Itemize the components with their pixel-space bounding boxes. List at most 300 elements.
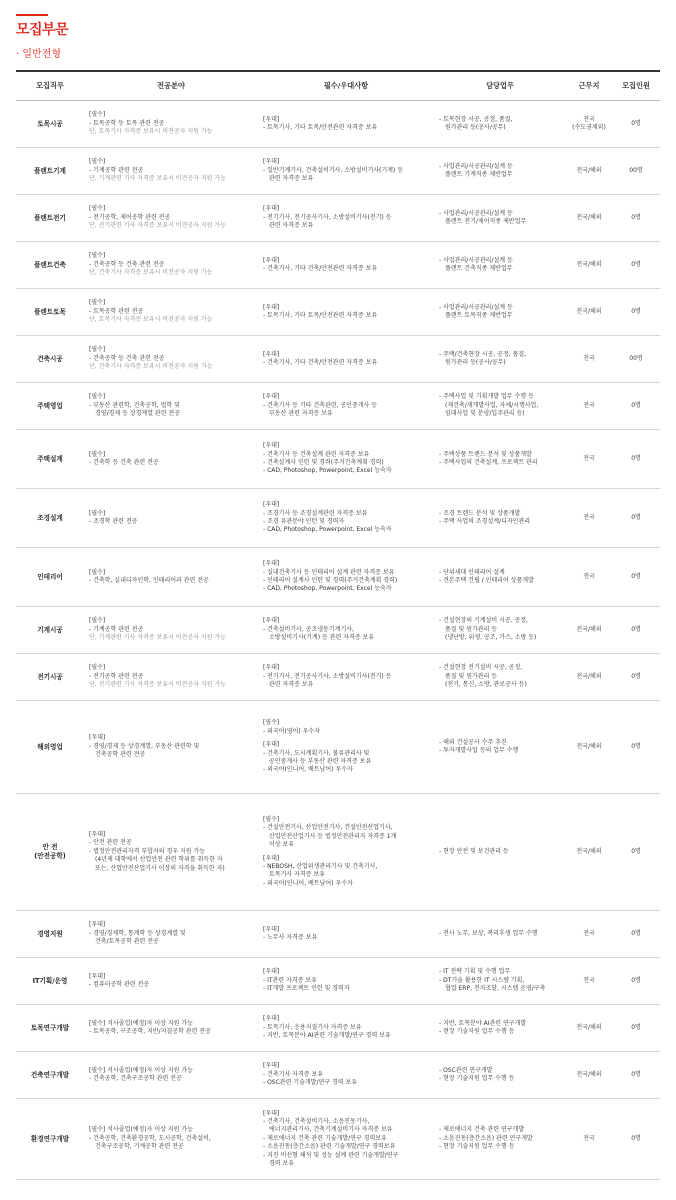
- cell-note: 단, 건축기사 자격증 보유시 비전공자 지원 가능: [89, 363, 213, 371]
- cell-line: 전국/해외: [576, 166, 602, 174]
- cell-line: 전국: [583, 929, 595, 937]
- title-accent-bar: [16, 14, 48, 16]
- duty-cell: [434, 654, 566, 701]
- column-header: 담당업무: [434, 71, 566, 101]
- job-title-cell: [16, 1005, 84, 1052]
- requirement-cell: [258, 101, 434, 148]
- headcount-cell: [612, 607, 660, 654]
- duty-cell: [434, 195, 566, 242]
- cell-line: 토목시공: [37, 119, 63, 128]
- location-cell: [566, 701, 612, 794]
- cell-line: 플랜트 전기/제어직종 제반업무: [445, 218, 527, 225]
- cell-line: (냉난방, 위생, 공조, 가스, 소방 등): [445, 634, 537, 642]
- requirement-cell: [258, 654, 434, 701]
- cell-line: 전국/해외: [576, 260, 602, 268]
- cell-line: 전기시공: [37, 672, 63, 681]
- requirement-cell: [258, 430, 434, 489]
- cell-line: 0명: [631, 929, 641, 937]
- cell-line: - 건축기사 등 기타 건축관련, 공인중개사 등: [263, 401, 378, 409]
- table-row: [16, 1005, 660, 1052]
- cell-line: - 건축공학 등 건축 관련 전공: [89, 260, 165, 268]
- cell-line: - 안전 관련 전공: [89, 839, 132, 847]
- location-cell: [566, 489, 612, 548]
- job-title-cell: [16, 701, 84, 794]
- cell-line: 0명: [631, 625, 641, 633]
- cell-line: [필수] 석사졸업(예정)자 이상 지원 가능: [89, 1066, 193, 1074]
- cell-note: 단, 기계관련 기사 자격증 보유시 비전공자 지원 가능: [89, 175, 226, 183]
- cell-line: 전국: [583, 513, 595, 521]
- cell-line: - 투자개발사업 등의 업무 수행: [439, 747, 519, 754]
- table-header-row: [16, 71, 660, 101]
- headcount-cell: [612, 1099, 660, 1180]
- requirement-cell: [258, 242, 434, 289]
- cell-line: 환경연구개발: [30, 1134, 70, 1143]
- section-subtitle: · 일반전형: [16, 49, 61, 60]
- cell-line: 품질 및 원가관리 등: [445, 672, 498, 680]
- duty-cell: [434, 794, 566, 911]
- cell-line: 토목연구개발: [30, 1023, 70, 1032]
- cell-line: [필수]: [89, 111, 106, 119]
- cell-line: 플랜트토목: [34, 307, 66, 316]
- cell-line: - 전기기사, 전기공사기사, 소방설비기사(전기) 등: [263, 672, 392, 680]
- location-cell: [566, 607, 612, 654]
- cell-line: 전국/해외: [576, 1070, 602, 1078]
- major-cell: [84, 1099, 258, 1180]
- cell-line: 00명: [629, 166, 643, 174]
- cell-line: (안전공학): [34, 852, 66, 860]
- location-cell: [566, 654, 612, 701]
- cell-line: - CAD, Photoshop, Powerpoint, Excel 능숙자: [263, 467, 392, 475]
- headcount-cell: [612, 430, 660, 489]
- cell-line: - 건축공학, 건축환경공학, 도시공학, 건축설비,: [89, 1134, 211, 1142]
- cell-line: - 건축기사, 기타 건축/안전관련 자격증 보유: [263, 359, 378, 366]
- cell-line: - 건축설비기사, 공조냉동기계기사,: [263, 625, 354, 633]
- major-cell: [84, 489, 258, 548]
- cell-line: 전국: [583, 572, 595, 580]
- major-cell: [84, 430, 258, 489]
- duty-cell: [434, 242, 566, 289]
- cell-line: 경영지원: [37, 929, 63, 938]
- location-cell: [566, 430, 612, 489]
- job-title-cell: [16, 607, 84, 654]
- cell-note: 단, 건축기사 자격증 보유시 비전공자 지원 가능: [89, 269, 213, 277]
- cell-line: [우대]: [263, 393, 280, 401]
- cell-line: 플랜트 건축직종 제반업무: [445, 265, 513, 272]
- column-header: 모집인원: [612, 71, 660, 101]
- location-cell: [566, 958, 612, 1005]
- requirement-cell: [258, 701, 434, 794]
- cell-line: 플랜트 토목직종 제반업무: [445, 312, 513, 319]
- cell-line: [우대]: [263, 350, 280, 358]
- table-row: [16, 607, 660, 654]
- table-row: [16, 489, 660, 548]
- cell-line: 전국/해외: [576, 307, 602, 315]
- cell-line: 전국: [583, 354, 595, 362]
- job-title-cell: [16, 242, 84, 289]
- cell-line: 전국/해외: [576, 1023, 602, 1031]
- cell-line: - 지진 비선형 해석 및 성능 설계 관련 기술개발/연구: [263, 1151, 399, 1159]
- headcount-cell: [612, 383, 660, 430]
- cell-line: 0명: [631, 976, 641, 984]
- cell-line: - 소음진동(층간소음) 관련 연구개발: [439, 1134, 533, 1142]
- cell-line: 0명: [631, 1134, 641, 1142]
- table-row: [16, 383, 660, 430]
- major-cell: [84, 911, 258, 958]
- cell-line: [우대]: [263, 158, 280, 166]
- cell-line: 플랜트 기계직종 제반업무: [445, 171, 513, 178]
- headcount-cell: [612, 336, 660, 383]
- major-cell: [84, 958, 258, 1005]
- cell-line: - 주택 사업의 조경설계/디자인관리: [439, 518, 531, 525]
- cell-line: (전기, 통신, 소방, 관로공사 등): [445, 681, 527, 689]
- cell-line: 0명: [631, 213, 641, 221]
- requirement-cell: [258, 195, 434, 242]
- cell-line: - 조경기사 등 조경설계관련 자격증 보유: [263, 509, 368, 517]
- cell-line: 전국: [583, 401, 595, 409]
- cell-line: - 컴퓨터공학 관련 전공: [89, 981, 150, 988]
- cell-line: - 경영/경제 등 상경계열, 부동산 관련학 및: [89, 742, 200, 750]
- headcount-cell: [612, 489, 660, 548]
- cell-line: - 건축기사, 건축설비기사, 소음진동기사,: [263, 1117, 370, 1125]
- cell-line: 해외영업: [37, 742, 63, 751]
- table-row: [16, 336, 660, 383]
- job-title-cell: [16, 195, 84, 242]
- cell-line: - 현장 기술지원 업무 수행 등: [439, 1143, 515, 1151]
- table-row: [16, 430, 660, 489]
- cell-line: - 전기공학 관련 전공: [89, 672, 144, 680]
- major-cell: [84, 148, 258, 195]
- cell-line: - DT기술 활용한 IT 시스템 기획,: [439, 976, 525, 984]
- job-title-cell: [16, 148, 84, 195]
- major-cell: [84, 195, 258, 242]
- cell-line: [우대]: [263, 664, 280, 672]
- headcount-cell: [612, 548, 660, 607]
- table-row: [16, 1052, 660, 1099]
- cell-line: [필수]: [89, 617, 106, 625]
- cell-line: - 부동산 관련학, 건축공학, 법학 및: [89, 401, 180, 409]
- headcount-cell: [612, 1005, 660, 1052]
- cell-line: - 토목현장 시공, 공정, 품질,: [439, 115, 513, 123]
- cell-line: (4년제 대학에서 산업안전 관련 학위를 취득한 자: [95, 856, 223, 864]
- cell-line: [우대]: [263, 925, 280, 933]
- cell-line: 건축구조공학, 기계공학 관련 전공: [95, 1143, 184, 1151]
- job-title-cell: [16, 911, 84, 958]
- cell-line: 에너지관리기사, 건축기계설비기사 자격증 보유: [269, 1126, 393, 1134]
- cell-line: 0명: [631, 847, 641, 855]
- cell-line: - 주택/건축현장 시공, 공정, 품질,: [439, 350, 527, 358]
- cell-line: - CAD, Photoshop, Powerpoint, Excel 능숙자: [263, 526, 392, 534]
- cell-line: [우대]: [263, 560, 280, 568]
- cell-line: - 주택사업의 건축설계, 프로젝트 관리: [439, 459, 538, 466]
- cell-line: 0명: [631, 1023, 641, 1031]
- duty-cell: [434, 958, 566, 1005]
- cell-line: 전국: [583, 115, 595, 123]
- job-title-cell: [16, 101, 84, 148]
- cell-line: [필수]: [89, 252, 106, 260]
- cell-line: 토목기사 자격증 보유: [269, 871, 325, 879]
- cell-line: 0명: [631, 307, 641, 315]
- cell-line: - 전기공학, 제어공학 관련 전공: [89, 213, 171, 221]
- cell-line: - 건축설계사 인턴 및 경력(주거건축계획 경력): [263, 459, 384, 466]
- cell-line: 관련 자격증 보유: [269, 175, 314, 183]
- cell-line: - 기계공학 관련 전공: [89, 166, 144, 174]
- cell-line: - 토목기사, 응용지질기사 자격증 보유: [263, 1023, 362, 1031]
- cell-line: 0명: [631, 1070, 641, 1078]
- cell-note: 단, 전기관련 기사 자격증 보유시 비전공자 지원 가능: [89, 681, 226, 689]
- cell-line: [우대]: [263, 854, 280, 862]
- column-header: 필수/우대사항: [258, 71, 434, 101]
- cell-line: - 단위세대 인테리어 설계: [439, 568, 505, 576]
- cell-line: - 현장 안전 및 보건관리 등: [439, 847, 509, 855]
- cell-line: - 건축기사, 도시계획기사, 물류관리사 및: [263, 749, 370, 757]
- cell-line: - IT관련 자격증 보유: [263, 976, 317, 984]
- section-title: 모집부문: [16, 22, 69, 38]
- cell-line: 전국/해외: [576, 213, 602, 221]
- cell-line: - 건축기사 등 건축설계 관련 자격증 보유: [263, 450, 370, 458]
- cell-line: - IT 전략 기획 및 수행 업무: [439, 968, 511, 976]
- headcount-cell: [612, 289, 660, 336]
- cell-line: - 사업관리/시공관리/설계 등: [439, 303, 513, 311]
- location-cell: [566, 148, 612, 195]
- cell-line: 플랜트기계: [34, 166, 66, 175]
- requirement-cell: [258, 958, 434, 1005]
- location-cell: [566, 794, 612, 911]
- requirement-cell: [258, 383, 434, 430]
- major-cell: [84, 383, 258, 430]
- cell-line: - 건설현장 전기설비 시공, 공정,: [439, 664, 523, 672]
- cell-line: [필수]: [89, 346, 106, 354]
- duty-cell: [434, 101, 566, 148]
- requirement-cell: [258, 1052, 434, 1099]
- cell-line: 협업 ERP, 전자조달, 시스템 운영/구축: [445, 985, 546, 993]
- cell-line: - 사업관리/시공관리/설계 등: [439, 256, 513, 264]
- cell-line: 관련 자격증 보유: [269, 222, 314, 230]
- cell-line: - 외국어(영어) 우수자: [263, 727, 321, 735]
- cell-line: - 건축공학, 건축구조공학 관련 전공: [89, 1075, 182, 1082]
- cell-line: - 현장 기술지원 업무 수행 등: [439, 1028, 515, 1035]
- duty-cell: [434, 1005, 566, 1052]
- requirement-cell: [258, 1099, 434, 1180]
- table-row: [16, 701, 660, 794]
- cell-line: [우대]: [89, 830, 106, 838]
- requirement-cell: [258, 794, 434, 911]
- cell-line: [우대]: [263, 442, 280, 450]
- job-title-cell: [16, 289, 84, 336]
- duty-cell: [434, 489, 566, 548]
- headcount-cell: [612, 148, 660, 195]
- cell-line: [우대]: [263, 1015, 280, 1023]
- cell-line: - 주택상품 트렌드 분석 및 상품개발: [439, 450, 532, 458]
- cell-line: [필수]: [263, 815, 280, 823]
- table-row: [16, 289, 660, 336]
- cell-line: 또는, 산업안전산업기사 이상의 자격을 취득한 자): [95, 864, 225, 872]
- cell-line: - 토목공학 관련 전공: [89, 307, 144, 315]
- requirement-cell: [258, 289, 434, 336]
- major-cell: [84, 242, 258, 289]
- major-cell: [84, 607, 258, 654]
- cell-line: [필수]: [89, 158, 106, 166]
- cell-line: 이상 보유: [269, 841, 295, 849]
- location-cell: [566, 336, 612, 383]
- cell-line: 소방설비기사(기계) 등 관련 자격증 보유: [269, 634, 375, 642]
- column-header: 전공분야: [84, 71, 258, 101]
- cell-line: - 기계공학 관련 전공: [89, 625, 144, 633]
- location-cell: [566, 548, 612, 607]
- cell-line: 건축/토목공학 관련 전공: [95, 938, 159, 946]
- headcount-cell: [612, 701, 660, 794]
- cell-line: [우대]: [263, 256, 280, 264]
- job-title-cell: [16, 489, 84, 548]
- cell-line: [필수]: [89, 299, 106, 307]
- location-cell: [566, 101, 612, 148]
- cell-line: 원가관리 등(공사/공무): [445, 359, 506, 366]
- location-cell: [566, 383, 612, 430]
- cell-line: [필수]: [89, 450, 106, 458]
- cell-line: [우대]: [89, 972, 106, 980]
- requirement-cell: [258, 1005, 434, 1052]
- cell-line: [필수]: [89, 664, 106, 672]
- cell-line: - 사업관리/시공관리/설계 등: [439, 209, 513, 217]
- location-cell: [566, 242, 612, 289]
- cell-line: 0명: [631, 572, 641, 580]
- cell-line: 0명: [631, 401, 641, 409]
- cell-line: [필수] 석사졸업(예정)자 이상 지원 가능: [89, 1019, 193, 1027]
- cell-line: [우대]: [263, 1062, 280, 1070]
- major-cell: [84, 336, 258, 383]
- major-cell: [84, 1052, 258, 1099]
- table-row: [16, 1099, 660, 1180]
- cell-line: [우대]: [263, 968, 280, 976]
- cell-line: - 제로에너지 건축 관련 기술개발/연구 경력보유: [263, 1134, 387, 1142]
- cell-line: 임대사업 및 분양/입주관리 등): [445, 410, 525, 418]
- requirement-cell: [258, 607, 434, 654]
- cell-line: 건축공학 관련 전공: [95, 751, 146, 759]
- cell-line: - 실내건축기사 등 인테리어 설계 관련 자격증 보유: [263, 568, 395, 576]
- major-cell: [84, 289, 258, 336]
- cell-line: [필수]: [89, 568, 106, 576]
- cell-line: 관련 자격증 보유: [269, 681, 314, 689]
- cell-line: - OSC관련 연구개발: [439, 1066, 493, 1074]
- duty-cell: [434, 383, 566, 430]
- job-title-cell: [16, 1099, 84, 1180]
- headcount-cell: [612, 958, 660, 1005]
- cell-line: 공인중개사 등 부동산 관련 자격증 보유: [269, 757, 372, 765]
- duty-cell: [434, 289, 566, 336]
- table-row: [16, 958, 660, 1005]
- location-cell: [566, 1052, 612, 1099]
- cell-note: 단, 전기관련 기사 자격증 보유시 비전공자 지원 가능: [89, 222, 226, 230]
- cell-line: 전국/해외: [576, 625, 602, 633]
- cell-line: [우대]: [263, 303, 280, 311]
- duty-cell: [434, 430, 566, 489]
- cell-line: - 현장 기술지원 업무 수행 등: [439, 1075, 515, 1082]
- cell-line: 안 전: [42, 843, 58, 851]
- cell-line: - 사업관리/시공관리/설계 등: [439, 162, 513, 170]
- cell-line: - 전사 노무, 보상, 복리후생 업무 수행: [439, 929, 538, 937]
- cell-line: - 토목기사, 기타 토목/안전관련 자격증 보유: [263, 312, 378, 319]
- cell-line: - 조경 트렌드 분석 및 상품개발: [439, 509, 521, 517]
- cell-line: 건축연구개발: [30, 1070, 70, 1079]
- cell-line: - 조경학 관련 전공: [89, 518, 138, 525]
- job-title-cell: [16, 430, 84, 489]
- cell-line: [필수]: [263, 719, 280, 727]
- location-cell: [566, 1099, 612, 1180]
- cell-line: - 건축기사, 기타 건축/안전관련 자격증 보유: [263, 265, 378, 272]
- cell-note: 단, 기계관련 기사 자격증 보유시 비전공자 지원 가능: [89, 634, 226, 642]
- cell-line: - 건설현장의 기계설비 시공, 공정,: [439, 617, 528, 625]
- cell-line: 0명: [631, 513, 641, 521]
- cell-line: 건축시공: [37, 354, 63, 363]
- cell-line: 플랜트건축: [34, 260, 66, 269]
- location-cell: [566, 911, 612, 958]
- cell-line: - 건축학 등 건축 관련 전공: [89, 459, 159, 466]
- duty-cell: [434, 701, 566, 794]
- duty-cell: [434, 1052, 566, 1099]
- cell-line: - 경영/경제학, 통계학 등 상경계열 및: [89, 929, 186, 937]
- requirement-cell: [258, 548, 434, 607]
- requirement-cell: [258, 336, 434, 383]
- cell-line: 조경설계: [37, 513, 63, 522]
- headcount-cell: [612, 242, 660, 289]
- major-cell: [84, 701, 258, 794]
- headcount-cell: [612, 195, 660, 242]
- duty-cell: [434, 911, 566, 958]
- cell-line: (재건축/재개발사업, 자체/시행사업,: [445, 401, 539, 409]
- cell-line: 기계시공: [37, 625, 63, 634]
- headcount-cell: [612, 654, 660, 701]
- cell-line: IT기획/운영: [32, 976, 68, 985]
- cell-line: - 법정안전관리자격 부합자의 경우 지원 가능: [89, 847, 206, 855]
- major-cell: [84, 794, 258, 911]
- table-row: [16, 195, 660, 242]
- cell-line: 부동산 관련 자격증 보유: [269, 410, 333, 418]
- cell-line: - IT개발 프로젝트 인턴 및 경력자: [263, 985, 350, 993]
- cell-line: - 견본주택 건립 / 인테리어 상품개발: [439, 577, 534, 584]
- job-title-cell: [16, 958, 84, 1005]
- cell-line: - CAD, Photoshop, Powerpoint, Excel 능숙자: [263, 585, 392, 593]
- duty-cell: [434, 1099, 566, 1180]
- cell-line: [필수]: [89, 509, 106, 517]
- cell-line: [우대]: [89, 921, 106, 929]
- column-header: 근무지: [566, 71, 612, 101]
- duty-cell: [434, 148, 566, 195]
- cell-line: - 소음진동(층간소음) 관련 기술개발/연구 경력보유: [263, 1143, 396, 1151]
- cell-line: - 외국어(인니어, 베트남어) 우수자: [263, 766, 353, 774]
- cell-line: 전국: [583, 1134, 595, 1142]
- major-cell: [84, 101, 258, 148]
- cell-line: - 토목공학, 구조공학, 지반/지질공학 관련 전공: [89, 1028, 211, 1035]
- duty-cell: [434, 607, 566, 654]
- duty-cell: [434, 336, 566, 383]
- cell-line: [우대]: [89, 734, 106, 742]
- cell-line: 전국/해외: [576, 847, 602, 855]
- job-title-cell: [16, 794, 84, 911]
- cell-line: - 건설안전기사, 산업안전기사, 건설안전산업기사,: [263, 824, 393, 832]
- cell-line: - 전기기사, 전기공사기사, 소방설비기사(전기) 등: [263, 213, 392, 221]
- recruit-table: [16, 70, 660, 1180]
- table-row: [16, 794, 660, 911]
- cell-line: - 해외 건설공사 수주 추진: [439, 738, 507, 746]
- headcount-cell: [612, 101, 660, 148]
- cell-line: - NEBOSH, 산업위생관리기사 및 건축기사,: [263, 862, 378, 870]
- cell-line: - 인테리어 설계사 인턴 및 경력(주거건축계획 경력): [263, 577, 398, 584]
- cell-line: 0명: [631, 672, 641, 680]
- duty-cell: [434, 548, 566, 607]
- cell-line: 주택설계: [37, 454, 63, 463]
- table-row: [16, 654, 660, 701]
- cell-line: 전국/해외: [576, 672, 602, 680]
- requirement-cell: [258, 911, 434, 958]
